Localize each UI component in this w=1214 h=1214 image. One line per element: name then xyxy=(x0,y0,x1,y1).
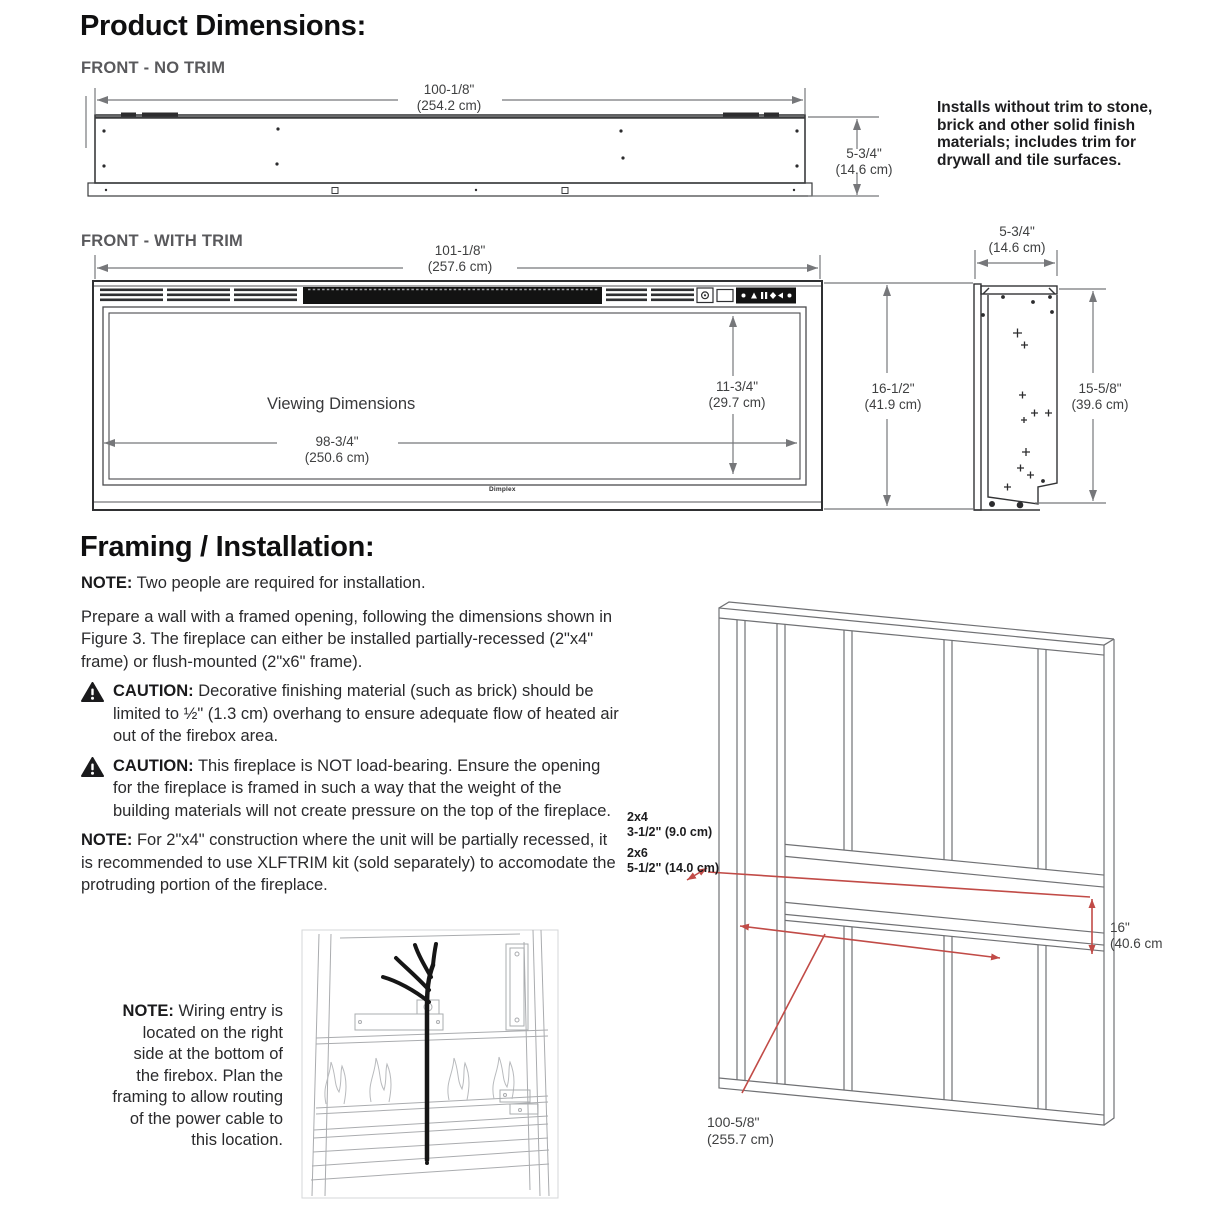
warning-icon xyxy=(81,755,104,823)
caution-load-bearing: CAUTION: This fireplace is NOT load-bearing. Ensure the opening for the fireplace is framed in such a way that the weight of the building materials will not create pressure on the top of the fireplace. xyxy=(81,755,622,823)
note-xlftrim: NOTE: For 2"x4" construction where the unit will be partially recessed, it is recommended to use XLFTRIM kit (sold separately) to accomodate the protruding portion of the fireplace. xyxy=(81,831,616,894)
framing-text-column xyxy=(81,572,622,907)
install-note: Installs without trim to stone, brick and other solid finish materials; includes trim for drywall and tile surfaces. xyxy=(937,99,1153,169)
dim-label-no-trim-width: 100-1/8" (254.2 cm) xyxy=(416,82,482,113)
viewing-dimensions-label: Viewing Dimensions xyxy=(267,395,416,413)
page-title-framing: Framing / Installation: xyxy=(80,531,375,563)
caution-overhang: CAUTION: Decorative finishing material (such as brick) should be limited to ½" (1.3 cm) overhang to ensure adequate flow of heated air out of the firebox area. xyxy=(81,680,622,748)
media-strip xyxy=(303,287,602,304)
flame-cutouts xyxy=(325,1057,514,1104)
vent-louvers-left xyxy=(100,289,297,302)
page-title-product-dimensions: Product Dimensions: xyxy=(80,10,366,42)
control-icons xyxy=(742,292,792,299)
dim-label-trim-height: 16-1/2" (41.9 cm) xyxy=(864,381,922,412)
control-panel xyxy=(697,288,796,304)
screw-marks xyxy=(1004,329,1052,491)
wiring-detail-drawing xyxy=(302,930,558,1198)
warning-icon xyxy=(81,680,104,748)
side-view-drawing xyxy=(974,250,1106,510)
stud-size-labels: 2x4 3-1/2" (9.0 cm) 2x6 5-1/2" (14.0 cm) xyxy=(627,810,720,875)
dim-label-viewing-width: 98-3/4" (250.6 cm) xyxy=(304,434,370,465)
dim-label-side-depth: 5-3/4" (14.6 cm) xyxy=(988,224,1046,255)
dim-label-opening-width: 100-5/8" (255.7 cm) xyxy=(707,1114,774,1147)
note-wiring-entry: NOTE: Wiring entry is located on the right side at the bottom of the firebox. Plan the framing to allow routing of the power cable to this location. xyxy=(112,1002,283,1149)
section-front-with-trim: FRONT - WITH TRIM xyxy=(81,232,243,250)
dim-label-trim-width: 101-1/8" (257.6 cm) xyxy=(427,243,493,274)
brand-logo: Dimplex xyxy=(489,486,516,493)
note-two-people: NOTE: Two people are required for installation. xyxy=(81,574,426,592)
dim-label-no-trim-height: 5-3/4" (14.6 cm) xyxy=(835,146,893,177)
dim-label-side-height: 15-5/8" (39.6 cm) xyxy=(1071,381,1129,412)
section-front-no-trim: FRONT - NO TRIM xyxy=(81,59,226,77)
framing-wall-drawing xyxy=(687,601,1114,1126)
vent-louvers-right xyxy=(606,289,694,302)
power-cable xyxy=(383,944,436,1160)
front-with-trim-drawing xyxy=(93,255,973,510)
dim-label-viewing-height: 11-3/4" (29.7 cm) xyxy=(708,379,766,410)
para-prepare-wall: Prepare a wall with a framed opening, following the dimensions shown in Figure 3. The fireplace can either be installed partially-recessed (2"x4" frame) or flush-mounted (2"x6" frame). xyxy=(81,607,613,671)
opening-dimension-arrows xyxy=(687,868,1092,1093)
front-no-trim-drawing xyxy=(86,88,879,196)
dim-label-opening-height: 16" (40.6 cm xyxy=(1110,920,1163,951)
